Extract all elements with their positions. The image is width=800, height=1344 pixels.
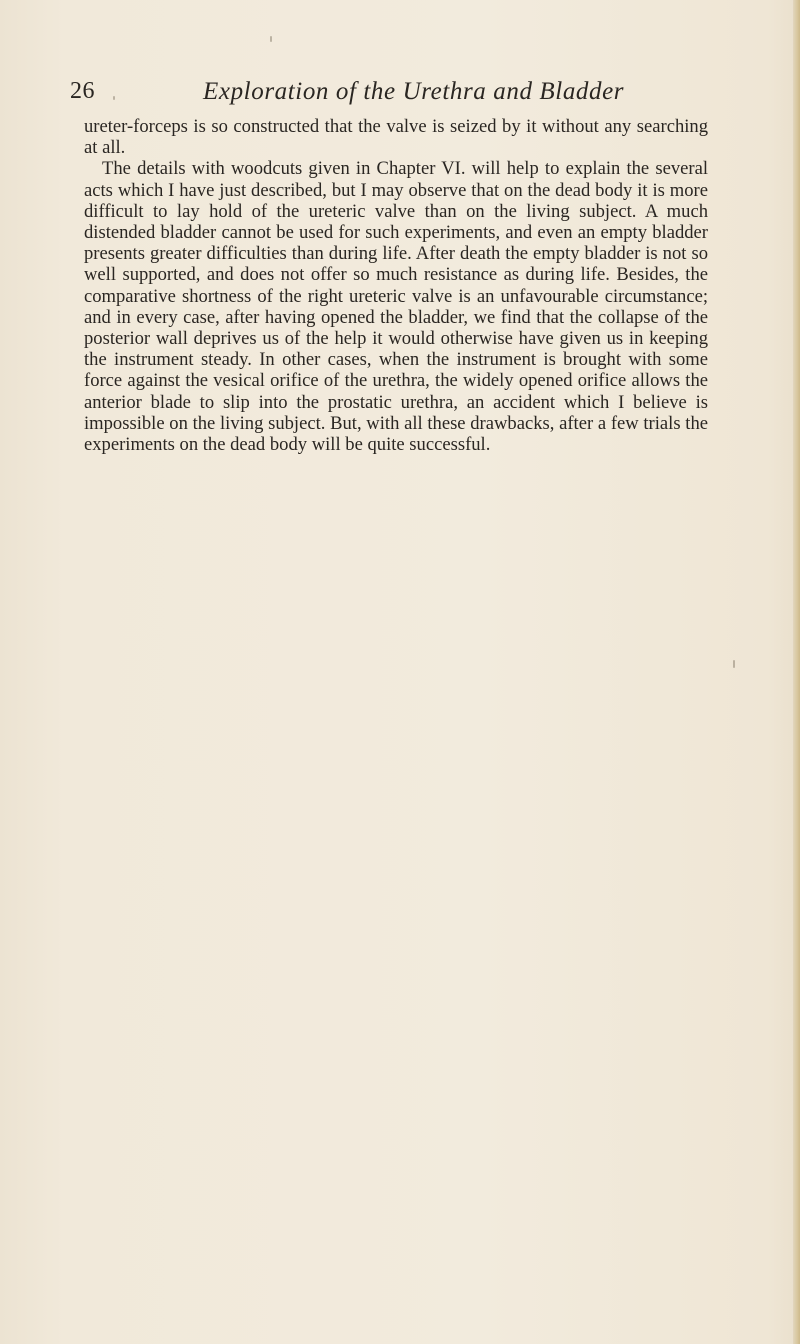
paper-speck (733, 660, 735, 668)
page-number: 26 (70, 78, 95, 104)
paragraph-continued: ureter-forceps is so constructed that the valve is seized by it without any searching at all. (84, 116, 708, 159)
paper-speck (270, 36, 272, 42)
page-edge (793, 0, 800, 1344)
running-head (70, 78, 730, 118)
running-title: Exploration of the Urethra and Bladder (203, 78, 625, 105)
body-text (84, 116, 708, 455)
paragraph: The details with woodcuts given in Chapter VI. will help to explain the several acts which I have just described, but I may observe that on the dead body it is more difficult to lay hold of the ureteric valve than on the living subject. A much distended bladder cannot be used for such experiments, and even an empty bladder presents greater difficulties than during life. After death the empty bladder is not so well supported, and does not offer so much resistance as during life. Besides, the comparative shortness of the right ureteric valve is an unfavourable circumstance; and in every case, after having opened the bladder, we find that the collapse of the posterior wall deprives us of the help it would otherwise have given us in keeping the instrument steady. In other cases, when the instrument is brought with some force against the vesical orifice of the urethra, the widely opened orifice allows the anterior blade to slip into the prostatic urethra, an accident which I believe is impossible on the living subject. But, with all these drawbacks, after a few trials the experiments on the dead body will be quite successful. (84, 158, 708, 456)
